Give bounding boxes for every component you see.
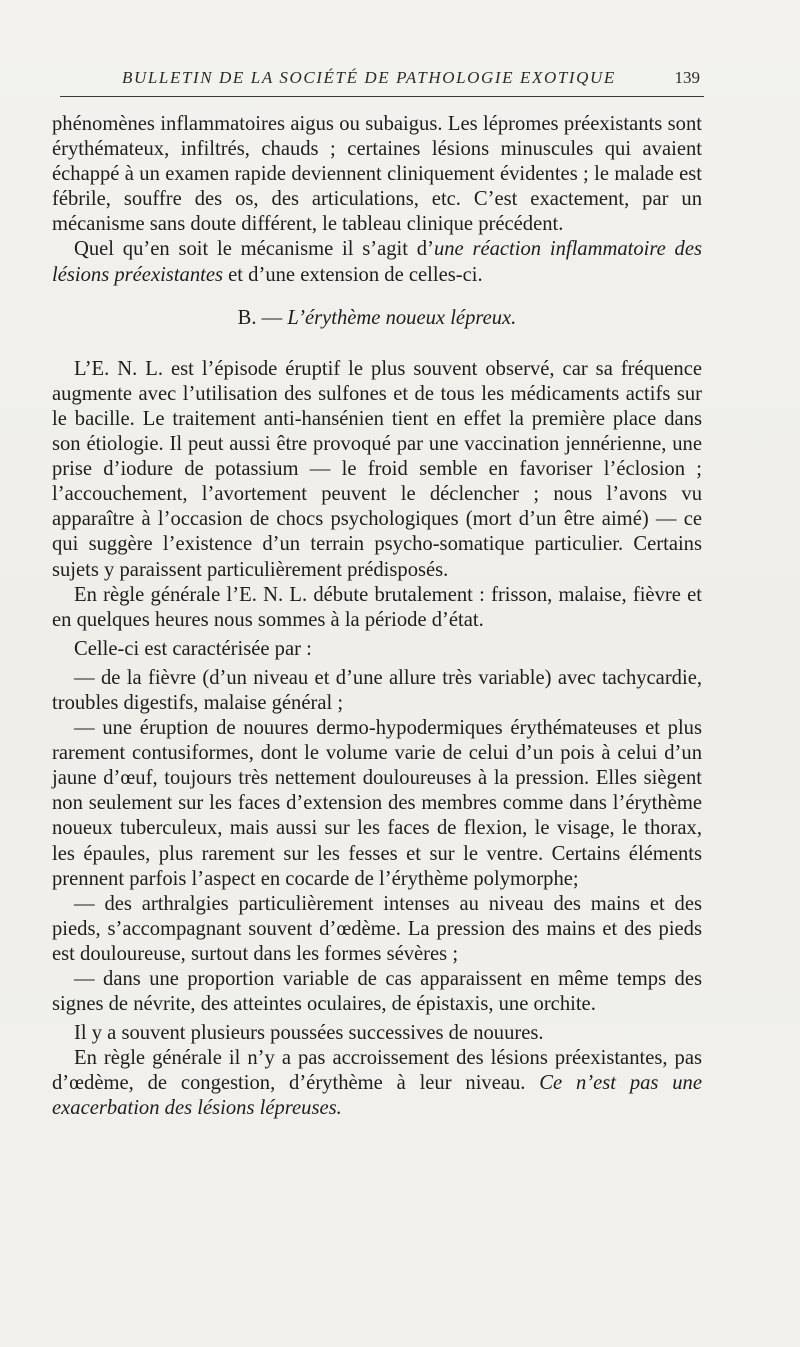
- list-item-arthralgia: — des arthralgies particulièrement intenses au niveau des mains et des pieds, s’accompagnant souvent d’œdème. La pression des mains et des pieds est douloureuse, surtout dans les formes sévères ;: [52, 892, 702, 965]
- paragraph-2-emphasis: une réaction inflammatoire des lésions préexistantes: [52, 238, 702, 286]
- paragraph-2-start: Quel qu’en soit le mécanisme il s’agit d’: [74, 238, 434, 261]
- paragraph-11-text: En règle générale il n’y a pas accroissement des lésions préexistantes, pas d’œdème, de congestion, d’érythème à leur niveau.: [52, 1047, 702, 1095]
- paragraph-4: En règle générale l’E. N. L. débute brutalement : frisson, malaise, fièvre et en quelques heures nous sommes à la période d’état.: [52, 583, 702, 631]
- header-rule: [60, 96, 704, 97]
- page-header: [60, 66, 704, 94]
- list-item-neuritis: — dans une proportion variable de cas apparaissent en même temps des signes de névrite, des atteintes oculaires, de épistaxis, une orchite.: [52, 968, 702, 1016]
- paragraph-11: [52, 1046, 702, 1121]
- section-label: B. —: [237, 306, 288, 329]
- body-text: [52, 112, 702, 1122]
- paragraph-5: Celle-ci est caractérisée par :: [74, 637, 312, 660]
- running-head: BULLETIN DE LA SOCIÉTÉ DE PATHOLOGIE EXOTIQUE: [122, 68, 616, 87]
- paragraph-1: phénomènes inflammatoires aigus ou subaigus. Les lépromes préexistants sont érythémateux, infiltrés, chauds ; certaines lésions minuscules qui avaient échappé à un examen rapide deviennent cliniquement évidentes ; le malade est fébrile, souffre des os, des articulations, etc. C’est exactement, par un mécanisme sans doute différent, le tableau clinique précédent.: [52, 113, 702, 236]
- page-number: 139: [674, 68, 700, 87]
- paragraph-2: [52, 237, 702, 287]
- section-heading: [52, 306, 702, 331]
- paragraph-10: Il y a souvent plusieurs poussées successives de nouures.: [74, 1022, 544, 1045]
- list-item-fever: — de la fièvre (d’un niveau et d’une allure très variable) avec tachycardie, troubles digestifs, malaise général ;: [52, 666, 702, 714]
- paragraph-3: L’E. N. L. est l’épisode éruptif le plus souvent observé, car sa fréquence augmente avec l’utilisation des sulfones et de tous les médicaments actifs sur le bacille. Le traitement anti-hansénien tient en effet la première place dans son étiologie. Il peut aussi être provoqué par une vaccination jennérienne, une prise d’iodure de potassium — le froid semble en favoriser l’éclosion ; l’accouchement, l’avortement peuvent le déclencher ; nous l’avons vu apparaître à l’occasion de chocs psychologiques (mort d’un être aimé) — ce qui suggère l’existence d’un terrain psycho-somatique particulier. Certains sujets y paraissent particulièrement prédisposés.: [52, 357, 702, 581]
- paragraph-11-emphasis: Ce n’est pas une exacerbation des lésions lépreuses.: [52, 1072, 702, 1120]
- list-item-eruption: — une éruption de nouures dermo-hypodermiques érythémateuses et plus rarement contusiformes, dont le volume varie de celui d’un pois à celui d’un jaune d’œuf, toujours très nettement douloureuses à la pression. Elles siègent non seulement sur les faces d’extension des membres comme dans l’érythème noueux tuberculeux, mais aussi sur les faces de flexion, le visage, le thorax, les épaules, plus rarement sur les fesses et sur le ventre. Certains éléments prennent parfois l’aspect en cocarde de l’érythème polymorphe;: [52, 717, 702, 890]
- section-title: L’érythème noueux lépreux.: [287, 306, 517, 329]
- paragraph-2-end: et d’une extension de celles-ci.: [223, 263, 483, 286]
